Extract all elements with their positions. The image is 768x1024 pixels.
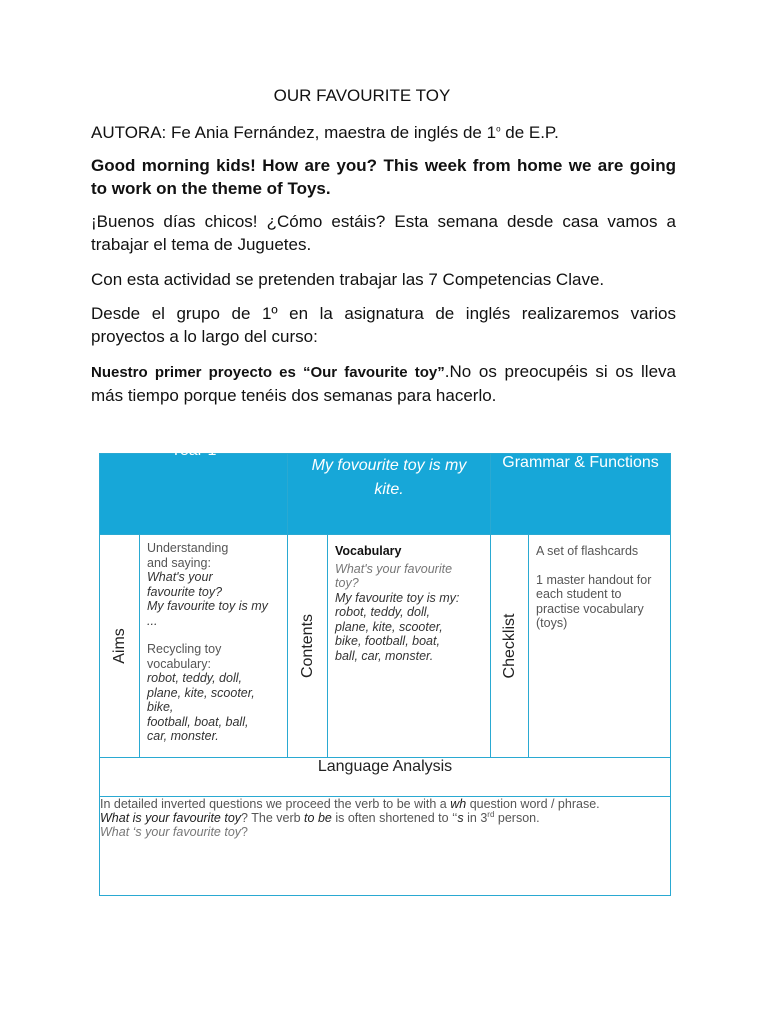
checklist-label-cell xyxy=(491,535,529,758)
checklist-cell xyxy=(529,535,671,758)
author-text: AUTORA: Fe Ania Fernández, maestra de inglés de 1 xyxy=(91,123,497,142)
header-topic-text: My fovourite toy is my kite. xyxy=(311,457,467,498)
contents-list: robot, teddy, doll, plane, kite, scooter, bike, football, boat, ball, car, monster. xyxy=(335,605,443,663)
la-line2-b: is often shortened to ‘‘ xyxy=(331,811,458,825)
header-year-text: Year 1 xyxy=(170,442,217,459)
header-grammar: Grammar & Functions xyxy=(491,454,671,535)
la-line1-wh: wh xyxy=(450,797,467,811)
group-paragraph: Desde el grupo de 1º en la asignatura de inglés realizaremos varios proyectos a lo largo del curso: xyxy=(91,304,676,346)
language-analysis-cell xyxy=(100,797,671,896)
vocabulary-heading: Vocabulary xyxy=(335,544,402,558)
language-analysis-header-row xyxy=(100,758,671,797)
la-line1-a: In detailed inverted questions we proceed the verb to be with a xyxy=(100,797,451,811)
aims-label-cell xyxy=(100,535,140,758)
la-line2-s: s xyxy=(457,811,464,825)
header-topic xyxy=(288,454,491,535)
aims-cell xyxy=(140,535,288,758)
project-rest-text: .No os preocupéis si os lleva más tiempo porque tenéis dos semanas para hacerlo. xyxy=(91,362,676,405)
la-line2-a: ? The verb xyxy=(241,811,305,825)
aims-list1: robot, teddy, doll, plane, kite, scooter, bike, xyxy=(147,671,255,714)
la-line1-b: question word / phrase. xyxy=(466,797,600,811)
author-ordinal: o xyxy=(496,124,501,134)
checklist-item-1: A set of flashcards xyxy=(536,544,639,558)
author-tail: de E.P. xyxy=(500,123,559,142)
la-line2-c: in 3 xyxy=(463,811,488,825)
language-analysis-body-row xyxy=(100,797,671,896)
aims-list2: football, boat, ball, car, monster. xyxy=(147,714,249,743)
document-title: OUR FAVOURITE TOY xyxy=(273,86,451,105)
aims-recycle: Recycling toy vocabulary: xyxy=(147,642,222,671)
la-line2-question: What is your favourite toy xyxy=(100,811,242,825)
contents-label-cell xyxy=(288,535,328,758)
la-line-3 xyxy=(100,825,670,839)
contents-question2: My favourite toy is my: xyxy=(335,590,460,605)
competences-paragraph: Con esta actividad se pretenden trabajar las 7 Competencias Clave. xyxy=(91,270,605,289)
la-line2-tobe: to be xyxy=(304,811,332,825)
contents-cell xyxy=(328,535,491,758)
aims-line1: Understanding and saying: xyxy=(147,541,229,570)
checklist-label: Checklist xyxy=(500,613,518,679)
table-body-row xyxy=(100,535,671,758)
la-line3-question: What ‘s your favourite toy xyxy=(100,825,242,839)
aims-question2: My favourite toy is my ... xyxy=(147,599,268,628)
project-bold-text: Nuestro primer proyecto es “Our favourite toy” xyxy=(91,364,445,381)
la-line-2 xyxy=(100,811,670,825)
la-line2-sup: rd xyxy=(487,809,495,819)
la-line-1 xyxy=(100,797,670,811)
la-line3-end: ? xyxy=(241,825,248,839)
table-header-row xyxy=(100,454,671,535)
greeting-spanish: ¡Buenos días chicos! ¿Cómo estáis? Esta semana desde casa vamos a trabajar el tema de Juguetes. xyxy=(91,212,676,254)
la-line2-d: person. xyxy=(494,811,540,825)
contents-question1: What's your favourite toy? xyxy=(335,561,453,590)
language-analysis-heading: Language Analysis xyxy=(100,758,671,797)
aims-question1: What's your favourite toy? xyxy=(147,570,223,599)
author-line xyxy=(91,121,676,144)
contents-label: Contents xyxy=(298,613,316,679)
aims-label: Aims xyxy=(110,628,128,664)
checklist-item-2: 1 master handout for each student to practise vocabulary (toys) xyxy=(536,572,652,630)
lesson-plan-table xyxy=(99,442,671,896)
project-paragraph xyxy=(91,360,676,407)
header-year xyxy=(100,442,288,535)
greeting-english: Good morning kids! How are you? This week from home we are going to work on the theme of Toys. xyxy=(91,156,676,198)
